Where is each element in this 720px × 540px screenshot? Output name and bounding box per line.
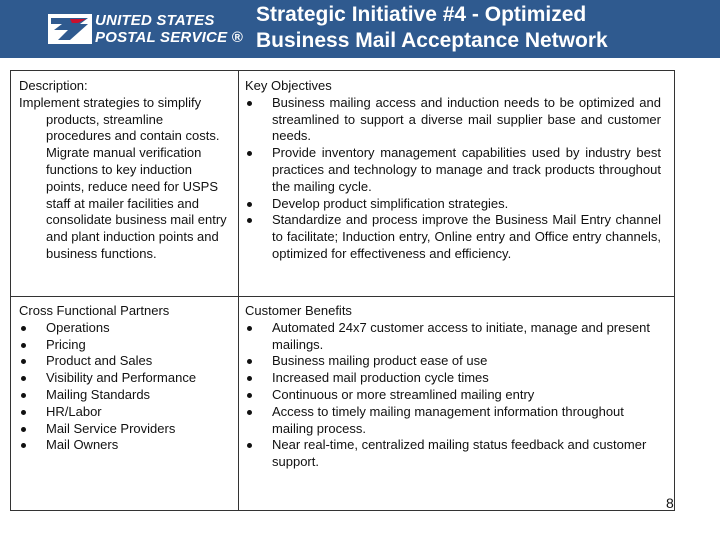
customer-benefits-heading: Customer Benefits <box>245 303 352 318</box>
description-cell <box>19 78 229 263</box>
partner-item: Pricing <box>19 337 229 354</box>
benefit-item: Access to timely mailing management information throughout mailing process. <box>245 404 661 438</box>
key-objectives-list <box>245 95 661 263</box>
customer-benefits-list <box>245 320 661 471</box>
key-objective-item: Provide inventory management capabilities used by industry best practices and technology to manage and track products throughout the mailing cycle. <box>245 145 661 195</box>
slide-title <box>256 2 608 54</box>
usps-logo <box>48 10 253 48</box>
key-objective-item: Standardize and process improve the Business Mail Entry channel to facilitate; Induction entry, Online entry and Office entry channels, optimized for effectiveness and efficiency. <box>245 212 661 262</box>
column-divider <box>238 71 239 510</box>
benefit-item: Increased mail production cycle times <box>245 370 661 387</box>
cross-functional-cell <box>19 303 229 454</box>
key-objective-item: Develop product simplification strategies. <box>245 196 661 213</box>
benefit-item: Automated 24x7 customer access to initiate, manage and present mailings. <box>245 320 661 354</box>
benefit-item: Continuous or more streamlined mailing entry <box>245 387 661 404</box>
partner-item: Operations <box>19 320 229 337</box>
slide-title-line1: Strategic Initiative #4 - Optimized <box>256 3 587 26</box>
partner-item: Visibility and Performance <box>19 370 229 387</box>
slide-title-line2: Business Mail Acceptance Network <box>256 29 608 52</box>
cross-functional-heading: Cross Functional Partners <box>19 303 170 318</box>
partner-item: Product and Sales <box>19 353 229 370</box>
cross-functional-list <box>19 320 229 454</box>
row-divider <box>11 296 674 297</box>
content-table <box>10 70 675 511</box>
page-number: 8 <box>666 495 674 511</box>
key-objectives-cell <box>245 78 661 263</box>
eagle-icon <box>48 10 92 48</box>
partner-item: Mailing Standards <box>19 387 229 404</box>
description-heading: Description: <box>19 78 88 93</box>
benefit-item: Near real-time, centralized mailing status feedback and customer support. <box>245 437 661 471</box>
description-text: Implement strategies to simplify products, streamline procedures and contain costs. Migrate manual verification functions to key induction points, reduce need for USPS staff at mailer facilities and consolidate business mail entry and plant induction points and business functions. <box>19 94 227 261</box>
header-banner <box>0 0 720 58</box>
benefit-item: Business mailing product ease of use <box>245 353 661 370</box>
logo-text-line2: POSTAL SERVICE ® <box>95 29 243 46</box>
key-objective-item: Business mailing access and induction needs to be optimized and streamlined to support a diverse mail supplier base and customer needs. <box>245 95 661 145</box>
logo-text-line1: UNITED STATES <box>95 12 215 29</box>
partner-item: Mail Owners <box>19 437 229 454</box>
key-objectives-heading: Key Objectives <box>245 78 332 93</box>
partner-item: HR/Labor <box>19 404 229 421</box>
customer-benefits-cell <box>245 303 661 471</box>
partner-item: Mail Service Providers <box>19 421 229 438</box>
